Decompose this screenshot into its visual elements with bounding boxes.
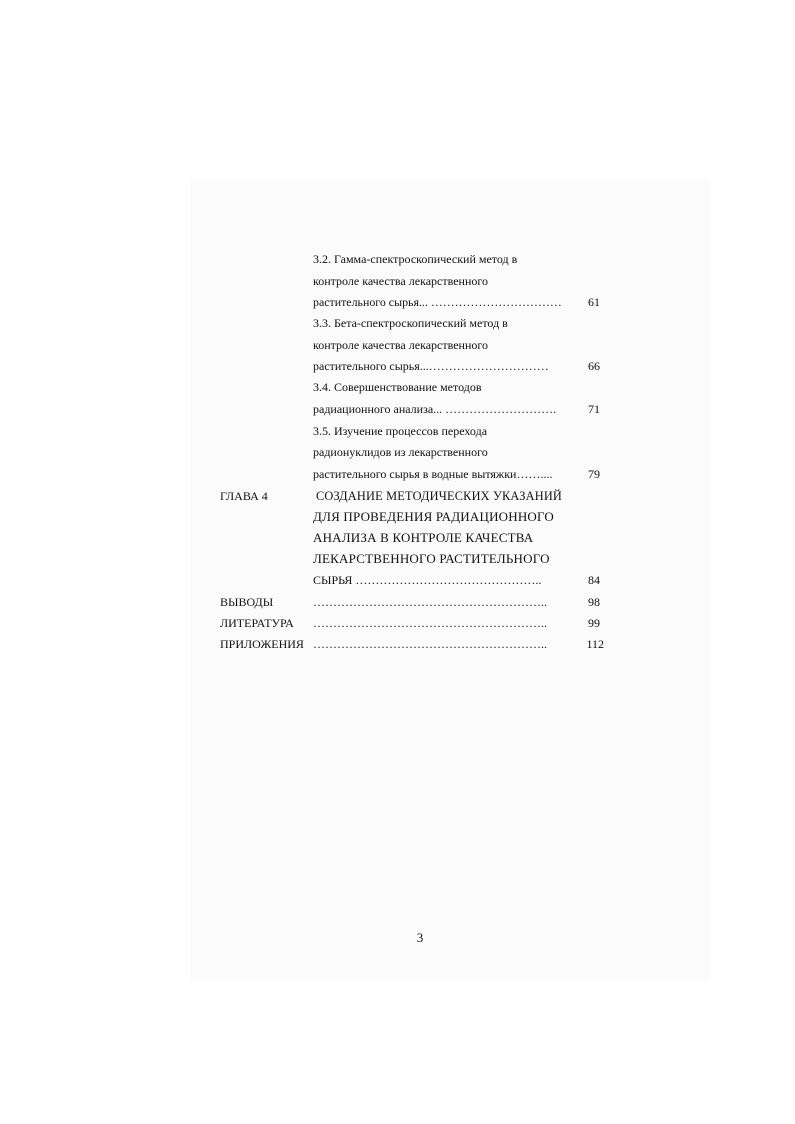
toc-3-5-page-number: 79 — [588, 467, 600, 481]
appendices-dot-leader: ………………………………………………….. — [313, 637, 547, 651]
conclusions-page-number: 98 — [588, 595, 600, 609]
toc-3-3-page-number: 66 — [588, 359, 600, 373]
chapter-4-title-line-5: СЫРЬЯ ……………………………………….. — [313, 573, 542, 587]
toc-3-2-line-1: 3.2. Гамма-спектроскопический метод в — [313, 252, 518, 266]
toc-3-2-line-3: растительного сырья... …………………………… — [313, 295, 562, 309]
toc-3-3-line-3: растительного сырья...………………………… — [313, 359, 549, 373]
toc-3-2-line-2: контроле качества лекарственного — [313, 274, 488, 288]
toc-3-2-page-number: 61 — [588, 295, 600, 309]
chapter-4-title-line-4: ЛЕКАРСТВЕННОГО РАСТИТЕЛЬНОГО — [313, 551, 550, 566]
page-number: 3 — [416, 930, 424, 945]
toc-3-3-line-2: контроле качества лекарственного — [313, 338, 488, 352]
chapter-4-title-line-1: СОЗДАНИЕ МЕТОДИЧЕСКИХ УКАЗАНИЙ — [316, 488, 563, 503]
literature-label: ЛИТЕРАТУРА — [220, 616, 294, 630]
conclusions-label: ВЫВОДЫ — [220, 595, 274, 609]
toc-3-4-line-1: 3.4. Совершенствование методов — [313, 380, 482, 394]
toc-3-5-line-3: растительного сырья в водные вытяжки…….... — [313, 467, 553, 481]
chapter-4-label: ГЛАВА 4 — [220, 489, 268, 503]
toc-3-4-line-2: радиационного анализа... ………………………. — [313, 402, 557, 416]
appendices-page-number: 112 — [586, 637, 604, 651]
toc-3-5-line-1: 3.5. Изучение процессов перехода — [313, 424, 488, 438]
chapter-4-title-line-2: ДЛЯ ПРОВЕДЕНИЯ РАДИАЦИОННОГО — [313, 509, 554, 524]
literature-page-number: 99 — [588, 616, 600, 630]
conclusions-dot-leader: ………………………………………………….. — [313, 595, 547, 609]
toc-3-4-page-number: 71 — [588, 402, 600, 416]
chapter-4-title-line-3: АНАЛИЗА В КОНТРОЛЕ КАЧЕСТВА — [313, 530, 534, 545]
literature-dot-leader: ………………………………………………….. — [313, 616, 547, 630]
appendices-label: ПРИЛОЖЕНИЯ — [220, 637, 304, 651]
chapter-4-page-number: 84 — [588, 573, 600, 587]
toc-3-3-line-1: 3.3. Бета-спектроскопический метод в — [313, 316, 508, 330]
toc-3-5-line-2: радионуклидов из лекарственного — [313, 445, 488, 459]
